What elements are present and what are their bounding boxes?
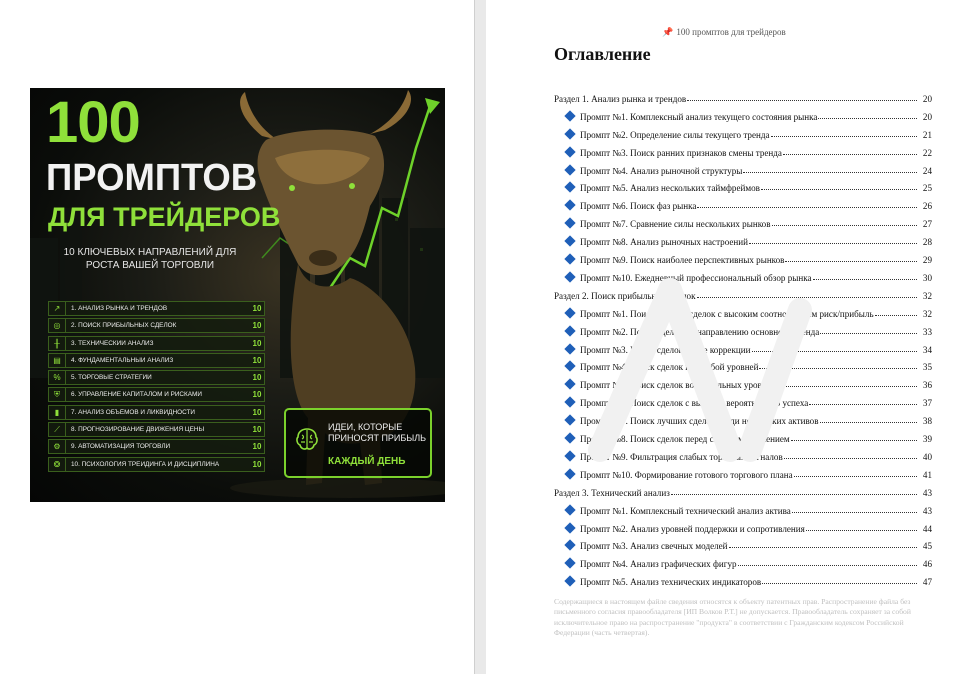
toc-section[interactable] — [554, 86, 932, 104]
diamond-bullet-icon — [564, 200, 575, 211]
page-edge — [474, 0, 475, 674]
shield-icon: ⛨ — [49, 388, 66, 401]
diamond-bullet-icon — [564, 540, 575, 551]
dot-leader — [771, 136, 917, 137]
cover-topic-item: ⛨ 6. УПРАВЛЕНИЕ КАПИТАЛОМ И РИСКАМИ 10 — [48, 387, 265, 402]
running-header-title: 100 промптов для трейдеров — [676, 27, 786, 37]
cover-topic-item: ⟋ 8. ПРОГНОЗИРОВАНИЕ ДВИЖЕНИЯ ЦЕНЫ 10 — [48, 422, 265, 437]
toc-entry-label: Промпт №7. Поиск лучших сделок среди нескольких активов — [580, 416, 819, 427]
toc-entry-label: Промпт №2. Поиск сделок по направлению основного тренда — [580, 326, 820, 337]
dot-leader — [762, 583, 917, 584]
cover-title-line1: ПРОМПТОВ — [46, 157, 258, 199]
toc-entry[interactable] — [554, 158, 932, 176]
toc-entry[interactable] — [554, 211, 932, 229]
toc-page-number: 40 — [922, 451, 932, 462]
toc-entry-label: Промпт №9. Фильтрация слабых торговых сигналов — [580, 451, 783, 462]
dot-leader — [772, 225, 918, 226]
candles-icon: ╫ — [49, 337, 66, 350]
watermark — [560, 250, 860, 510]
toc-page-number: 39 — [922, 434, 932, 445]
cover-topic-list — [48, 301, 265, 474]
copyright-notice: Содержащиеся в настоящем файле сведения относятся к объекту патентных прав. Распространение файла без письменного согласия правообладателя [ИП Волков Р.Т.] не допускается. Правообладатель сохраняет за собой исключительное право на распространение "продукта" в соответствии с Гражданским кодексом Российской Федерации (часть четвертая). — [554, 597, 911, 637]
diamond-bullet-icon — [564, 146, 575, 157]
toc-entry-label: Раздел 1. Анализ рынка и трендов — [554, 94, 687, 104]
diamond-bullet-icon — [564, 182, 575, 193]
cover-topic-item: ▤ 4. ФУНДАМЕНТАЛЬНЫЙ АНАЛИЗ 10 — [48, 353, 265, 368]
diamond-bullet-icon — [564, 128, 575, 139]
brain-icon: ❂ — [49, 458, 66, 471]
toc-page-number: 26 — [922, 201, 932, 212]
toc-entry-label: Промпт №1. Комплексный анализ текущего состояния рынка — [580, 111, 818, 122]
diamond-bullet-icon — [564, 164, 575, 175]
toc-entry-label: Промпт №8. Поиск сделок перед сильным движением — [580, 434, 790, 445]
toc-entry-label: Промпт №7. Сравнение силы нескольких рынков — [580, 219, 771, 230]
toc-entry-label: Промпт №5. Анализ технических индикаторов — [580, 577, 762, 588]
dot-leader — [792, 512, 917, 513]
toc-page-number: 33 — [922, 326, 932, 337]
dot-leader — [875, 315, 917, 316]
toc-page-number: 28 — [922, 237, 932, 248]
running-header — [486, 27, 962, 38]
toc-page-number: 37 — [922, 398, 932, 409]
dot-leader — [749, 243, 917, 244]
toc-page-number: 32 — [922, 308, 932, 319]
cover-topic-item: ╫ 3. ТЕХНИЧЕСКИЙ АНАЛИЗ 10 — [48, 336, 265, 351]
toc-page-number: 32 — [922, 290, 932, 301]
dot-leader — [738, 565, 917, 566]
toc-entry[interactable] — [554, 176, 932, 194]
toc-page-number: 35 — [922, 362, 932, 373]
diamond-bullet-icon — [564, 576, 575, 587]
toc-page-number: 36 — [922, 380, 932, 391]
cover-topic-item: ▮ 7. АНАЛИЗ ОБЪЁМОВ И ЛИКВИДНОСТИ 10 — [48, 405, 265, 420]
promo-text: ИДЕИ, КОТОРЫЕ ПРИНОСЯТ ПРИБЫЛЬ — [328, 422, 427, 443]
diamond-bullet-icon — [564, 558, 575, 569]
toc-entry-label: Промпт №4. Поиск сделок на пробой уровней — [580, 362, 759, 373]
cover-topic-item: % 5. ТОРГОВЫЕ СТРАТЕГИИ 10 — [48, 370, 265, 385]
dot-leader — [687, 100, 917, 101]
toc-entry-label: Промпт №5. Поиск сделок возле сильных уровней — [580, 380, 776, 391]
toc-page-number: 47 — [922, 577, 932, 588]
toc-entry-label: Промпт №2. Анализ уровней поддержки и сопротивления — [580, 523, 805, 534]
dot-leader — [818, 118, 917, 119]
dot-leader — [783, 154, 917, 155]
gear-icon: ⚙ — [49, 440, 66, 453]
toc-page-number: 41 — [922, 469, 932, 480]
target-icon: ◎ — [49, 319, 66, 332]
toc-page-number: 34 — [922, 344, 932, 355]
toc-page-number: 27 — [922, 219, 932, 230]
toc-entry-label: Промпт №2. Определение силы текущего тренда — [580, 129, 770, 140]
toc-heading: Оглавление — [554, 44, 651, 64]
toc-page-number: 30 — [922, 272, 932, 283]
diamond-bullet-icon — [564, 110, 575, 121]
toc-entry[interactable] — [554, 516, 932, 534]
toc-page-number: 45 — [922, 541, 932, 552]
cover-topic-item: ◎ 2. ПОИСК ПРИБЫЛЬНЫХ СДЕЛОК 10 — [48, 318, 265, 333]
brain-icon — [294, 426, 320, 452]
dot-leader — [729, 547, 917, 548]
percent-icon: % — [49, 371, 66, 384]
promo-highlight: КАЖДЫЙ ДЕНЬ — [328, 456, 406, 467]
toc-page-number: 22 — [922, 147, 932, 158]
toc-page-number: 20 — [922, 111, 932, 122]
cover-topic-item: ↗ 1. АНАЛИЗ РЫНКА И ТРЕНДОВ 10 — [48, 301, 265, 316]
diamond-bullet-icon — [564, 522, 575, 533]
dot-leader — [743, 172, 917, 173]
toc-page-number: 20 — [922, 94, 932, 104]
toc-entry-label: Промпт №10. Формирование готового торгового плана — [580, 469, 793, 480]
forecast-icon: ⟋ — [49, 423, 66, 436]
cover-promo-box — [284, 408, 432, 478]
cover-subtitle: 10 КЛЮЧЕВЫХ НАПРАВЛЕНИЙ ДЛЯ РОСТА ВАШЕЙ ТОРГОВЛИ — [63, 247, 237, 271]
toc-entry[interactable] — [554, 229, 932, 247]
toc-entry-label: Промпт №3. Поиск сделок после коррекции — [580, 344, 751, 355]
toc-page-number: 44 — [922, 523, 932, 534]
dot-leader — [806, 530, 917, 531]
toc-entry-label: Промпт №3. Поиск ранних признаков смены тренда — [580, 147, 782, 158]
toc-entry-label: Промпт №1. Комплексный технический анализ актива — [580, 505, 791, 516]
dot-leader — [697, 207, 917, 208]
toc-page-number: 46 — [922, 559, 932, 570]
toc-entry-label: Промпт №10. Ежедневный профессиональный обзор рынка — [580, 272, 812, 283]
toc-entry-label: Промпт №6. Поиск сделок с высокой вероятностью успеха — [580, 398, 809, 409]
document-icon: ▤ — [49, 354, 66, 367]
pushpin-icon: 📌 — [662, 27, 674, 37]
toc-entry-label: Промпт №6. Поиск фаз рынка — [580, 201, 697, 212]
cover-page — [0, 0, 474, 674]
dot-leader — [761, 189, 917, 190]
diamond-bullet-icon — [564, 235, 575, 246]
toc-entry[interactable] — [554, 104, 932, 122]
toc-entry-label: Промпт №3. Анализ свечных моделей — [580, 541, 728, 552]
toc-entry[interactable] — [554, 551, 932, 569]
toc-entry[interactable] — [554, 140, 932, 158]
toc-entry-label: Промпт №9. Поиск наиболее перспективных рынков — [580, 255, 785, 266]
toc-entry-label: Промпт №4. Анализ рыночной структуры — [580, 165, 743, 176]
toc-page-number: 25 — [922, 183, 932, 194]
cover-number: 100 — [46, 90, 140, 155]
cover-image — [30, 88, 445, 502]
toc-entry-label: Промпт №5. Анализ нескольких таймфреймов — [580, 183, 760, 194]
cover-topic-item: ❂ 10. ПСИХОЛОГИЯ ТРЕЙДИНГА И ДИСЦИПЛИНА 10 — [48, 457, 265, 472]
toc-entry-label: Промпт №4. Анализ графических фигур — [580, 559, 737, 570]
toc-entry[interactable] — [554, 193, 932, 211]
toc-page-number: 38 — [922, 416, 932, 427]
toc-entry-label: Промпт №1. Поиск лучших сделок с высоким соотношением риск/прибыль — [580, 308, 874, 319]
toc-page-number: 43 — [922, 505, 932, 516]
cover-title-line2: ДЛЯ ТРЕЙДЕРОВ — [48, 202, 281, 232]
toc-entry-label: Раздел 3. Технический анализ — [554, 487, 670, 498]
diamond-bullet-icon — [564, 218, 575, 229]
cover-topic-item: ⚙ 9. АВТОМАТИЗАЦИЯ ТОРГОВЛИ 10 — [48, 439, 265, 454]
toc-entry-label: Раздел 2. Поиск прибыльных сделок — [554, 290, 696, 301]
toc-entry[interactable] — [554, 534, 932, 552]
toc-page-number: 29 — [922, 255, 932, 266]
toc-page-number: 21 — [922, 129, 932, 140]
toc-entry-label: Промпт №8. Анализ рыночных настроений — [580, 237, 749, 248]
chart-up-icon: ↗ — [49, 302, 66, 315]
toc-page-number: 43 — [922, 487, 932, 498]
bars-icon: ▮ — [49, 406, 66, 419]
toc-page-number: 24 — [922, 165, 932, 176]
toc-entry[interactable] — [554, 569, 932, 587]
toc-entry[interactable] — [554, 122, 932, 140]
